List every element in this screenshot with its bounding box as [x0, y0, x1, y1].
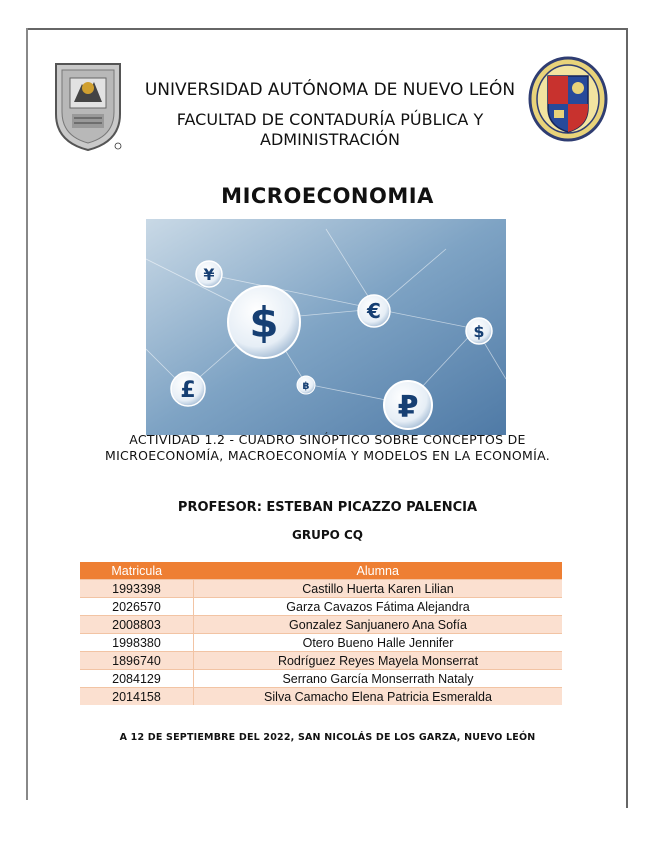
cell-alumna: Silva Camacho Elena Patricia Esmeralda: [194, 688, 563, 706]
cell-alumna: Serrano García Monserrath Nataly: [194, 670, 563, 688]
page-border-right: [626, 28, 628, 808]
ruble-coin: [384, 381, 432, 429]
activity-line-1: ACTIVIDAD 1.2 - CUADRO SINÓPTICO SOBRE CONCEPTOS DE: [129, 432, 526, 447]
header-matricula: Matricula: [80, 562, 194, 580]
university-name: UNIVERSIDAD AUTÓNOMA DE NUEVO LEÓN: [144, 80, 516, 100]
faculty-line-1: FACULTAD DE CONTADURÍA PÚBLICA Y: [176, 110, 484, 129]
cell-alumna: Rodríguez Reyes Mayela Monserrat: [194, 652, 563, 670]
cell-matricula: 2084129: [80, 670, 194, 688]
facpya-logo: [528, 56, 608, 142]
svg-text:€: €: [367, 299, 381, 323]
dollar-coin-small: [466, 318, 492, 344]
cell-alumna: Gonzalez Sanjuanero Ana Sofía: [194, 616, 563, 634]
svg-text:$: $: [249, 298, 279, 347]
cell-matricula: 1993398: [80, 580, 194, 598]
cell-alumna: Garza Cavazos Fátima Alejandra: [194, 598, 563, 616]
faculty-line-2: ADMINISTRACIÓN: [260, 130, 400, 149]
cell-matricula: 2026570: [80, 598, 194, 616]
page-border-top: [26, 28, 628, 30]
group-label: GRUPO CQ: [291, 528, 363, 542]
svg-text:₽: ₽: [397, 390, 419, 425]
cell-matricula: 1998380: [80, 634, 194, 652]
dollar-coin-large: [228, 286, 300, 358]
cell-matricula: 2014158: [80, 688, 194, 706]
table-row: [80, 652, 562, 670]
yen-coin: [196, 261, 222, 287]
uanl-logo: [52, 58, 124, 152]
table-row: [80, 688, 562, 706]
header-alumna: Alumna: [194, 562, 563, 580]
date-location-footer: A 12 DE SEPTIEMBRE DEL 2022, SAN NICOLÁS DE LOS GARZA, NUEVO LEÓN: [119, 732, 536, 743]
table-row: [80, 580, 562, 598]
table-row: [80, 634, 562, 652]
baht-coin: [297, 376, 315, 394]
svg-text:฿: ฿: [302, 381, 310, 392]
page-border-left: [26, 28, 28, 800]
currency-hero-image: [146, 219, 506, 435]
cell-alumna: Castillo Huerta Karen Lilian: [194, 580, 563, 598]
professor-name: PROFESOR: ESTEBAN PICAZZO PALENCIA: [177, 500, 478, 515]
table-row: [80, 670, 562, 688]
svg-text:$: $: [473, 322, 485, 341]
activity-title: [30, 432, 625, 464]
euro-coin: [358, 295, 390, 327]
cell-alumna: Otero Bueno Halle Jennifer: [194, 634, 563, 652]
activity-line-2: MICROECONOMÍA, MACROECONOMÍA Y MODELOS EN LA ECONOMÍA.: [104, 448, 550, 463]
cell-matricula: 2008803: [80, 616, 194, 634]
student-table: [80, 562, 562, 705]
faculty-name: [120, 110, 540, 150]
cell-matricula: 1896740: [80, 652, 194, 670]
svg-text:¥: ¥: [203, 265, 215, 284]
table-row: [80, 616, 562, 634]
svg-text:£: £: [180, 378, 196, 403]
pound-coin: [171, 372, 205, 406]
document-title: MICROECONOMIA: [221, 184, 434, 208]
table-row: [80, 598, 562, 616]
table-header-row: [80, 562, 562, 580]
